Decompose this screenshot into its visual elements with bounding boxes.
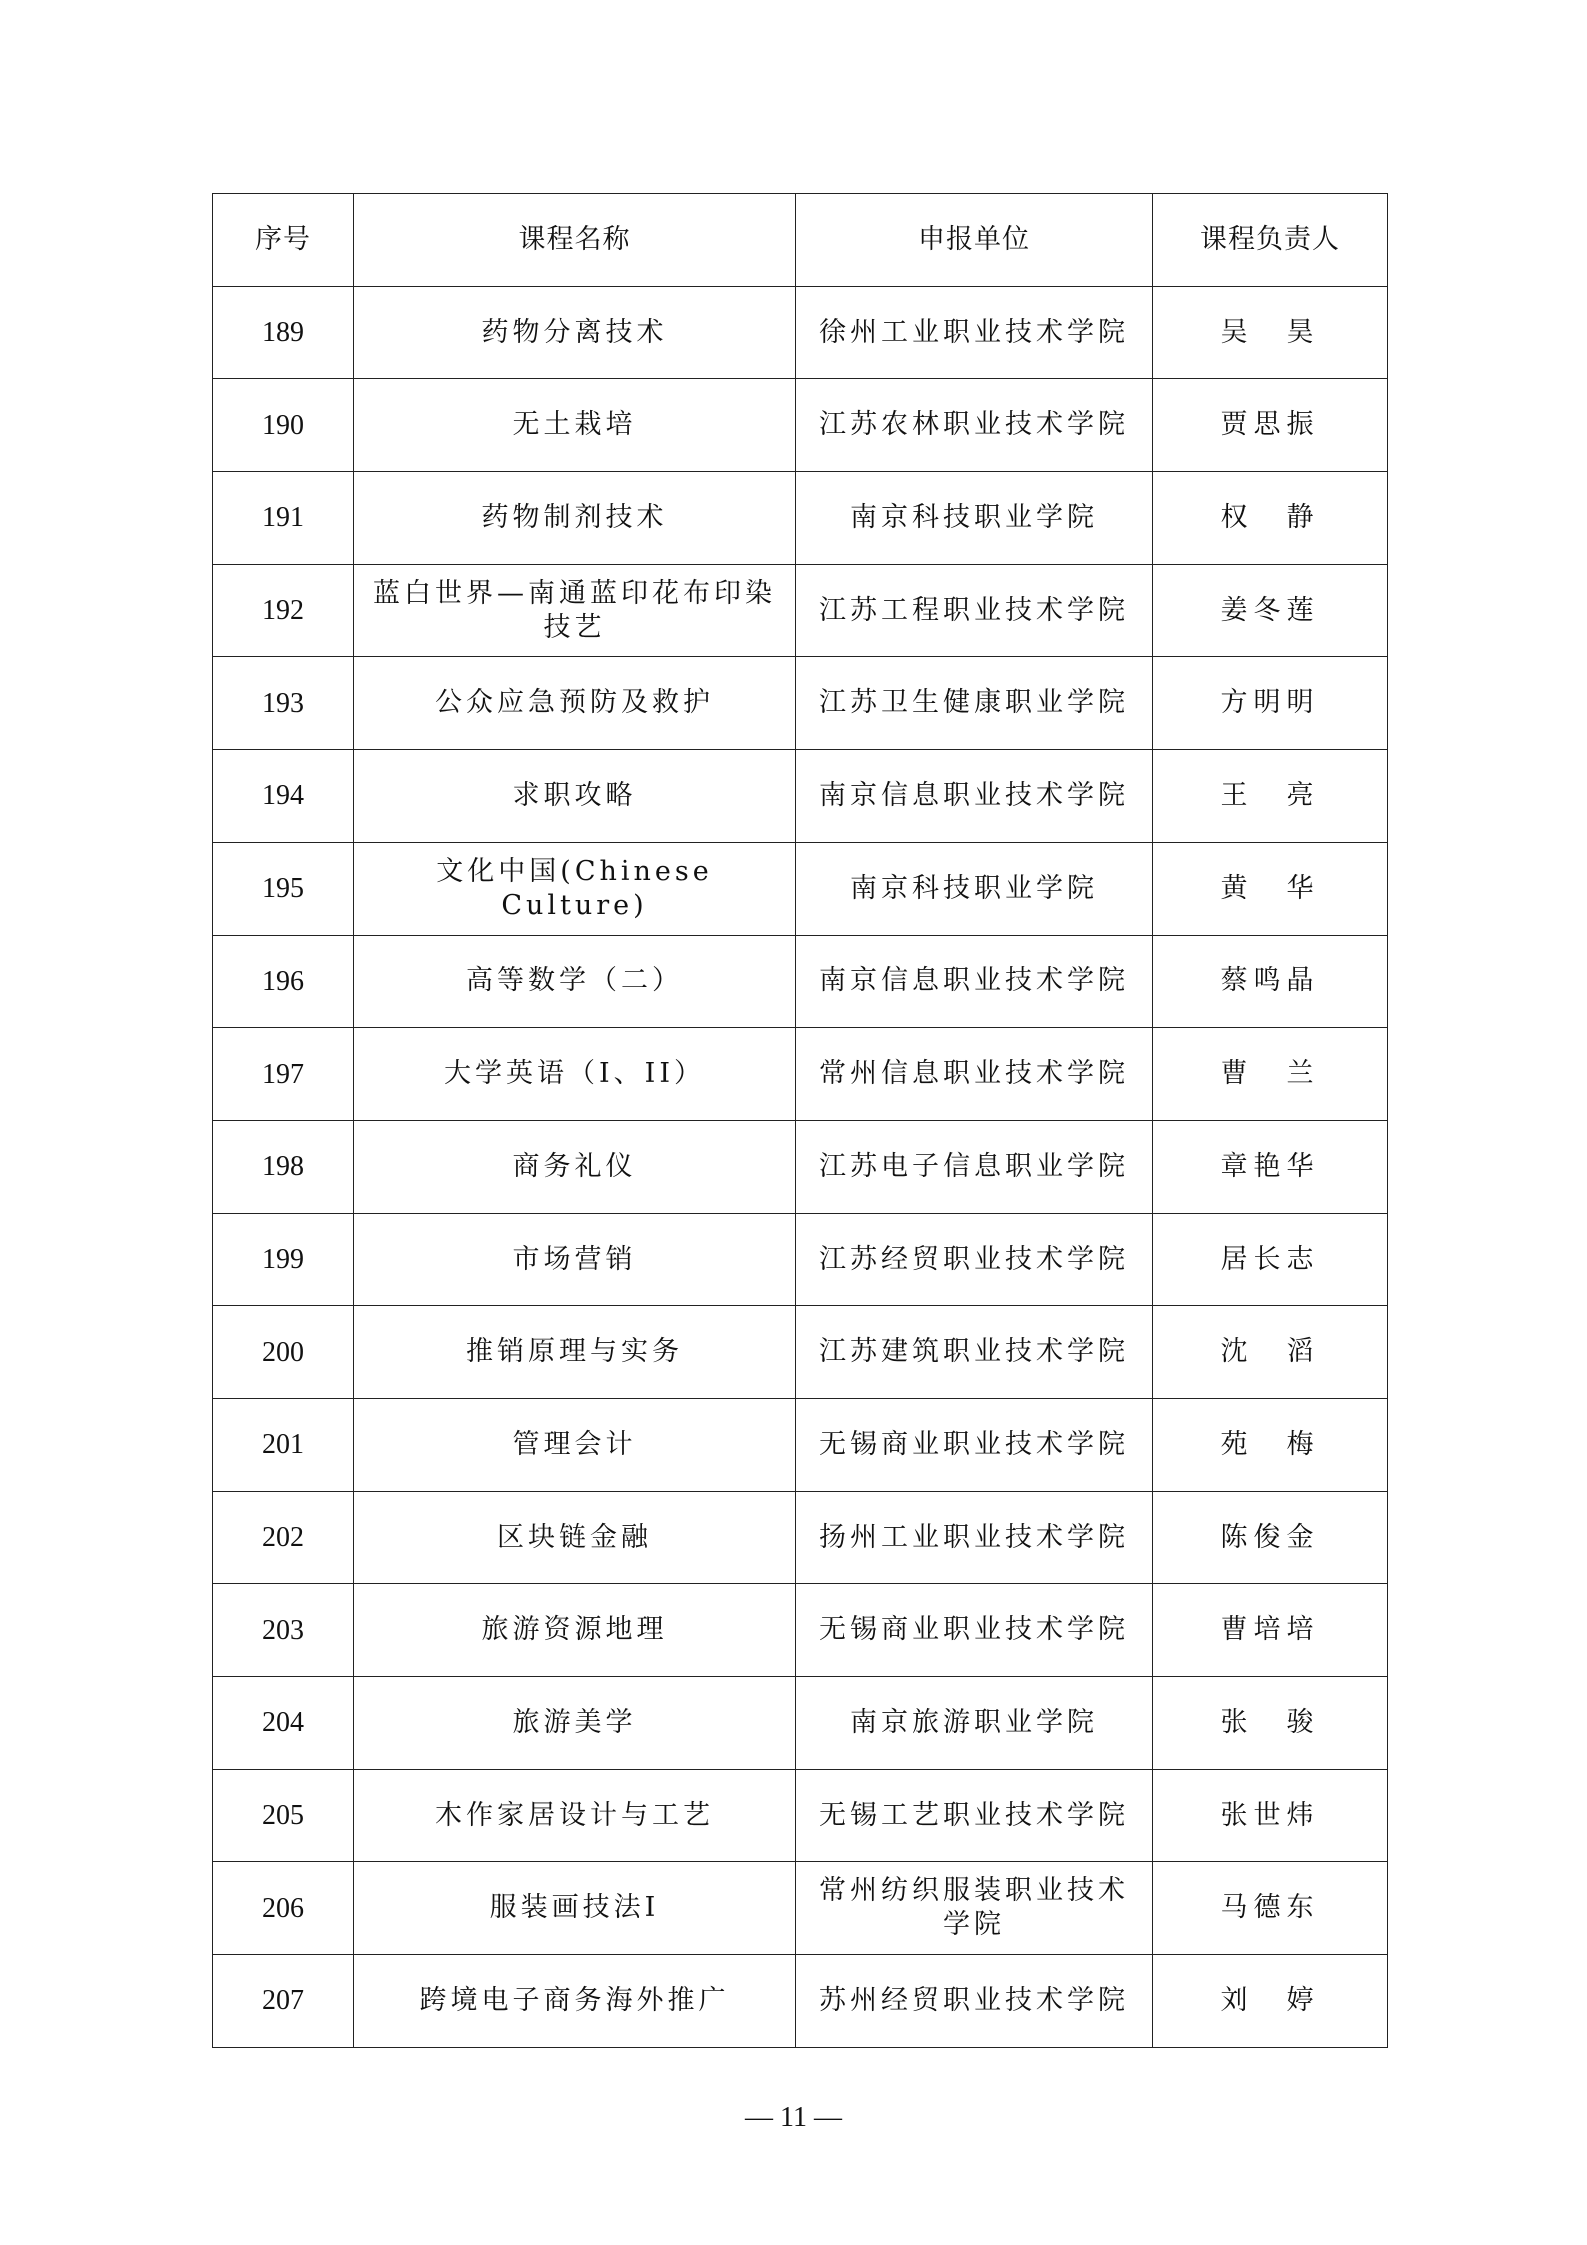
cell-lead: 张 骏 (1153, 1677, 1388, 1770)
cell-lead: 陈俊金 (1153, 1491, 1388, 1584)
table-row (213, 564, 1388, 657)
cell-lead: 居长志 (1153, 1213, 1388, 1306)
cell-unit: 无锡商业职业技术学院 (796, 1584, 1153, 1677)
header-no: 序号 (213, 194, 354, 287)
cell-unit: 江苏工程职业技术学院 (796, 564, 1153, 657)
cell-no: 207 (213, 1955, 354, 2048)
cell-course-name: 求职攻略 (354, 750, 796, 843)
cell-no: 190 (213, 379, 354, 472)
cell-lead: 姜冬莲 (1153, 564, 1388, 657)
cell-lead: 苑 梅 (1153, 1398, 1388, 1491)
table-row (213, 842, 1388, 935)
table-row (213, 935, 1388, 1028)
cell-no: 201 (213, 1398, 354, 1491)
header-lead: 课程负责人 (1153, 194, 1388, 287)
table-row (213, 286, 1388, 379)
cell-lead: 贾思振 (1153, 379, 1388, 472)
cell-unit: 南京科技职业学院 (796, 842, 1153, 935)
table-row (213, 657, 1388, 750)
cell-course-name: 区块链金融 (354, 1491, 796, 1584)
cell-lead: 曹 兰 (1153, 1028, 1388, 1121)
table-row (213, 1769, 1388, 1862)
cell-course-name: 高等数学（二） (354, 935, 796, 1028)
table-row (213, 1584, 1388, 1677)
cell-unit: 江苏卫生健康职业学院 (796, 657, 1153, 750)
cell-no: 189 (213, 286, 354, 379)
table-row (213, 1862, 1388, 1955)
cell-no: 198 (213, 1120, 354, 1213)
cell-no: 199 (213, 1213, 354, 1306)
cell-unit: 南京科技职业学院 (796, 472, 1153, 565)
cell-course-name: 木作家居设计与工艺 (354, 1769, 796, 1862)
cell-unit: 扬州工业职业技术学院 (796, 1491, 1153, 1584)
cell-no: 200 (213, 1306, 354, 1399)
page-number: — 11 — (745, 2102, 842, 2133)
table-row (213, 472, 1388, 565)
table-row (213, 1955, 1388, 2048)
cell-course-name: 推销原理与实务 (354, 1306, 796, 1399)
cell-course-name: 商务礼仪 (354, 1120, 796, 1213)
table-row (213, 1398, 1388, 1491)
cell-unit: 无锡商业职业技术学院 (796, 1398, 1153, 1491)
cell-no: 196 (213, 935, 354, 1028)
table-body (213, 286, 1388, 2047)
cell-unit: 常州信息职业技术学院 (796, 1028, 1153, 1121)
table-row (213, 750, 1388, 843)
cell-unit: 常州纺织服装职业技术学院 (796, 1862, 1153, 1955)
cell-course-name: 公众应急预防及救护 (354, 657, 796, 750)
cell-course-name: 文化中国(Chinese Culture) (354, 842, 796, 935)
course-table (212, 193, 1388, 2048)
cell-lead: 马德东 (1153, 1862, 1388, 1955)
cell-course-name: 药物分离技术 (354, 286, 796, 379)
cell-lead: 王 亮 (1153, 750, 1388, 843)
cell-unit: 苏州经贸职业技术学院 (796, 1955, 1153, 2048)
table-row (213, 1028, 1388, 1121)
table-row (213, 379, 1388, 472)
cell-lead: 刘 婷 (1153, 1955, 1388, 2048)
cell-no: 202 (213, 1491, 354, 1584)
cell-lead: 黄 华 (1153, 842, 1388, 935)
cell-course-name: 药物制剂技术 (354, 472, 796, 565)
cell-lead: 曹培培 (1153, 1584, 1388, 1677)
cell-course-name: 无土栽培 (354, 379, 796, 472)
cell-unit: 江苏经贸职业技术学院 (796, 1213, 1153, 1306)
header-course-name: 课程名称 (354, 194, 796, 287)
cell-course-name: 旅游美学 (354, 1677, 796, 1770)
cell-lead: 章艳华 (1153, 1120, 1388, 1213)
table-row (213, 1213, 1388, 1306)
cell-unit: 江苏建筑职业技术学院 (796, 1306, 1153, 1399)
cell-unit: 江苏电子信息职业学院 (796, 1120, 1153, 1213)
table-row (213, 1491, 1388, 1584)
cell-no: 191 (213, 472, 354, 565)
cell-lead: 吴 昊 (1153, 286, 1388, 379)
cell-course-name: 跨境电子商务海外推广 (354, 1955, 796, 2048)
cell-course-name: 旅游资源地理 (354, 1584, 796, 1677)
cell-no: 203 (213, 1584, 354, 1677)
table-header-row (213, 194, 1388, 287)
cell-course-name: 大学英语（I、II） (354, 1028, 796, 1121)
cell-unit: 徐州工业职业技术学院 (796, 286, 1153, 379)
cell-unit: 南京信息职业技术学院 (796, 935, 1153, 1028)
cell-lead: 权 静 (1153, 472, 1388, 565)
cell-unit: 南京信息职业技术学院 (796, 750, 1153, 843)
cell-no: 195 (213, 842, 354, 935)
cell-no: 192 (213, 564, 354, 657)
cell-course-name: 市场营销 (354, 1213, 796, 1306)
cell-lead: 蔡鸣晶 (1153, 935, 1388, 1028)
cell-course-name: 服装画技法I (354, 1862, 796, 1955)
cell-no: 204 (213, 1677, 354, 1770)
header-unit: 申报单位 (796, 194, 1153, 287)
table-row (213, 1306, 1388, 1399)
cell-lead: 方明明 (1153, 657, 1388, 750)
cell-unit: 南京旅游职业学院 (796, 1677, 1153, 1770)
cell-course-name: 蓝白世界—南通蓝印花布印染技艺 (354, 564, 796, 657)
cell-no: 194 (213, 750, 354, 843)
cell-lead: 张世炜 (1153, 1769, 1388, 1862)
cell-no: 197 (213, 1028, 354, 1121)
cell-unit: 江苏农林职业技术学院 (796, 379, 1153, 472)
cell-no: 205 (213, 1769, 354, 1862)
cell-no: 206 (213, 1862, 354, 1955)
cell-course-name: 管理会计 (354, 1398, 796, 1491)
table-row (213, 1677, 1388, 1770)
cell-unit: 无锡工艺职业技术学院 (796, 1769, 1153, 1862)
cell-no: 193 (213, 657, 354, 750)
cell-lead: 沈 滔 (1153, 1306, 1388, 1399)
table-row (213, 1120, 1388, 1213)
